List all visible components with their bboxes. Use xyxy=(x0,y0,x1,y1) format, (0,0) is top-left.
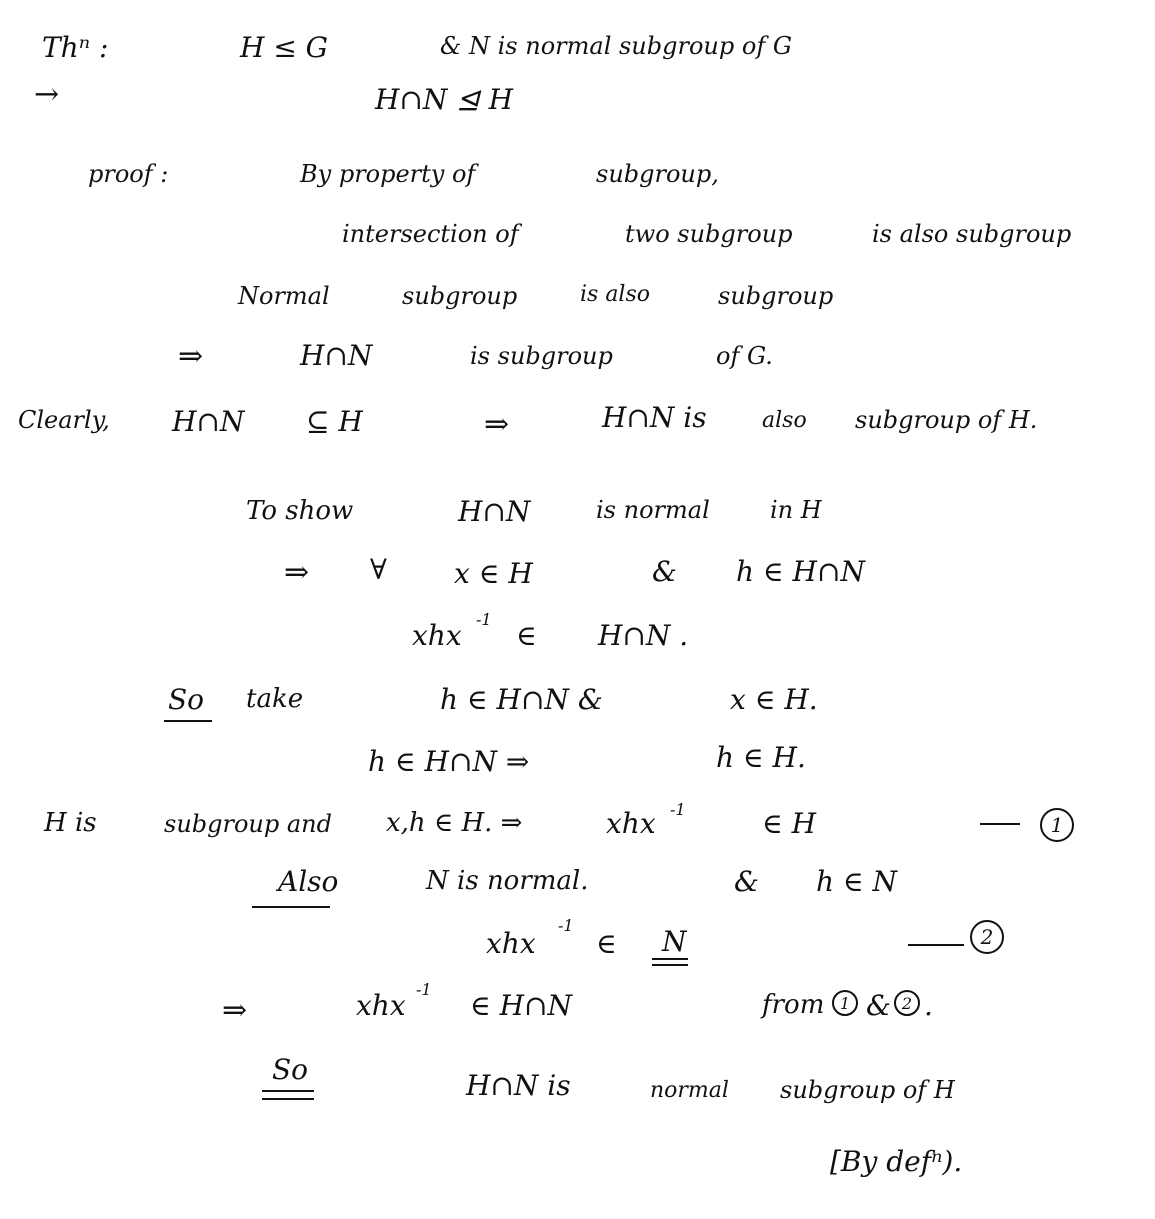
proof-line-7b: x ∈ H xyxy=(454,557,533,590)
proof-line-12c: & xyxy=(734,865,759,898)
proof-line-3a: Normal xyxy=(238,282,330,310)
proof-line-6c: is normal xyxy=(596,496,710,524)
proof-line-10b: h ∈ H. xyxy=(716,741,806,774)
theorem-statement-2: & N is normal subgroup of G xyxy=(440,32,792,60)
proof-line-11c: x,h ∈ H. ⇒ xyxy=(386,808,523,838)
proof-line-5e: also xyxy=(762,408,807,433)
proof-line-4c: of G. xyxy=(716,342,773,370)
so-double-underline-1 xyxy=(262,1090,314,1092)
equation-tag-dash-2 xyxy=(908,944,964,946)
proof-line-8a: xhx xyxy=(412,619,462,652)
proof-line-15d: subgroup of H xyxy=(780,1076,955,1104)
theorem-label: Thⁿ : xyxy=(42,31,109,64)
proof-line-2c: is also subgroup xyxy=(872,220,1072,248)
proof-line-10a: h ∈ H∩N ⇒ xyxy=(368,745,530,778)
equation-tag-2: 2 xyxy=(970,920,1004,954)
proof-line-12b: N is normal. xyxy=(426,866,589,896)
n-double-underline-1 xyxy=(652,958,688,960)
theorem-conclusion: H∩N ⊴ H xyxy=(375,83,514,116)
proof-line-6b: H∩N xyxy=(458,495,531,528)
equation-tag-dash-1 xyxy=(980,823,1020,825)
reference-tag-1: 1 xyxy=(832,990,858,1016)
proof-line-14b: ∈ H∩N xyxy=(470,989,573,1022)
also-underline xyxy=(252,906,330,908)
proof-line-5d: H∩N is xyxy=(602,401,707,434)
proof-line-15a: So xyxy=(272,1053,309,1086)
proof-line-14-arrow: ⇒ xyxy=(222,993,248,1028)
proof-line-5-arrow: ⇒ xyxy=(484,407,510,442)
n-double-underline-2 xyxy=(652,964,688,966)
proof-line-3c: is also xyxy=(580,282,651,307)
proof-line-3d: subgroup xyxy=(718,282,834,310)
proof-line-1b: subgroup, xyxy=(596,160,719,188)
proof-line-13b: ∈ xyxy=(596,927,617,960)
proof-line-11e: ∈ H xyxy=(762,807,817,840)
proof-line-7a: ∀ xyxy=(370,553,387,586)
proof-line-7d: h ∈ H∩N xyxy=(736,555,865,588)
theorem-statement-1: H ≤ G xyxy=(240,31,329,64)
proof-line-8-superscript: -1 xyxy=(476,610,492,629)
proof-line-16: [By defⁿ). xyxy=(830,1145,963,1178)
proof-line-5b: H∩N xyxy=(172,405,245,438)
proof-line-6d: in H xyxy=(770,496,822,524)
proof-line-2b: two subgroup xyxy=(625,220,793,248)
proof-label: proof : xyxy=(88,160,169,188)
proof-line-13a: xhx xyxy=(486,927,536,960)
proof-line-9b: take xyxy=(246,684,304,714)
proof-line-7-arrow: ⇒ xyxy=(284,555,310,590)
proof-line-5c: ⊆ H xyxy=(306,405,363,438)
so-double-underline-2 xyxy=(262,1098,314,1100)
proof-line-1a: By property of xyxy=(300,160,476,188)
proof-line-2a: intersection of xyxy=(342,220,519,248)
proof-line-5a: Clearly, xyxy=(18,406,110,434)
proof-line-14-superscript: -1 xyxy=(416,980,432,999)
proof-line-13-superscript: -1 xyxy=(558,916,574,935)
proof-line-11a: H is xyxy=(44,808,97,838)
proof-line-14d: & xyxy=(866,989,891,1022)
proof-line-9a: So xyxy=(168,683,205,716)
proof-line-12a: Also xyxy=(278,865,339,898)
proof-line-11-superscript: -1 xyxy=(670,800,686,819)
proof-line-4a: H∩N xyxy=(300,339,373,372)
proof-line-8b: ∈ xyxy=(516,619,537,652)
reference-tag-2: 2 xyxy=(894,990,920,1016)
proof-line-15b: H∩N is xyxy=(466,1069,571,1102)
proof-line-3b: subgroup xyxy=(402,282,518,310)
proof-line-15c: normal xyxy=(650,1078,729,1103)
proof-line-4b: is subgroup xyxy=(470,342,613,370)
proof-line-7c: & xyxy=(652,555,677,588)
proof-line-14c: from xyxy=(762,990,825,1020)
proof-line-9c: h ∈ H∩N & xyxy=(440,683,603,716)
proof-line-11d: xhx xyxy=(606,807,656,840)
so-underline xyxy=(164,720,212,722)
proof-line-9d: x ∈ H. xyxy=(730,683,818,716)
proof-line-8c: H∩N . xyxy=(598,619,689,652)
proof-line-14a: xhx xyxy=(356,989,406,1022)
proof-line-14e: . xyxy=(924,989,933,1022)
proof-line-5f: subgroup of H. xyxy=(855,406,1038,434)
equation-tag-1: 1 xyxy=(1040,808,1074,842)
proof-line-6a: To show xyxy=(246,496,354,526)
proof-line-11b: subgroup and xyxy=(164,810,332,838)
theorem-arrow: → xyxy=(34,77,60,112)
proof-line-4-arrow: ⇒ xyxy=(178,339,204,374)
proof-line-13c: N xyxy=(662,925,687,958)
proof-line-12d: h ∈ N xyxy=(816,865,898,898)
